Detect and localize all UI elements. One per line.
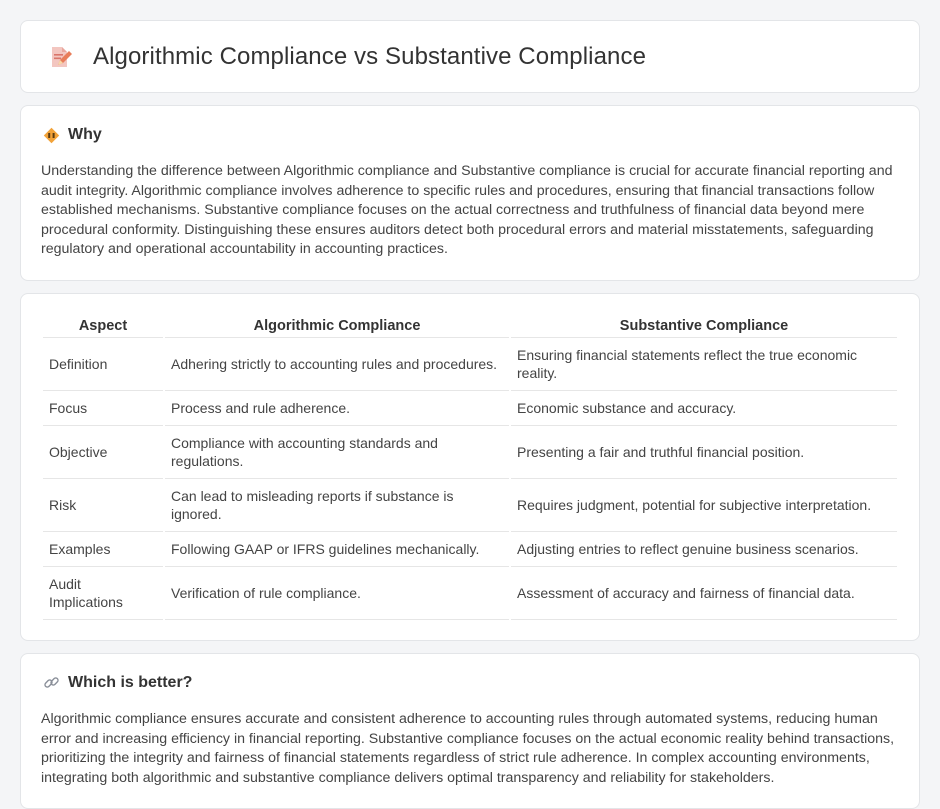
substantive-cell: Presenting a fair and truthful financial position. bbox=[511, 426, 897, 479]
header-aspect: Aspect bbox=[43, 314, 163, 338]
diamond-warning-icon bbox=[43, 127, 60, 144]
header-card bbox=[20, 20, 920, 93]
substantive-cell: Requires judgment, potential for subjective interpretation. bbox=[511, 479, 897, 532]
substantive-cell: Ensuring financial statements reflect the true economic reality. bbox=[511, 338, 897, 391]
aspect-cell: Examples bbox=[43, 532, 163, 567]
document-pencil-icon bbox=[47, 44, 73, 70]
algorithmic-cell: Adhering strictly to accounting rules and procedures. bbox=[165, 338, 509, 391]
why-text: Understanding the difference between Algorithmic compliance and Substantive compliance is crucial for accurate financial reporting and audit integrity. Algorithmic compliance involves adherence to specific rules and procedures, ensuring that financial transactions follow established mechanisms. Substantive compliance focuses on the actual correctness and truthfulness of financial data beyond mere procedural conformity. Distinguishing these ensures auditors detect both procedural errors and material misstatements, safeguarding regulatory and operational accountability in accounting practices. bbox=[41, 163, 893, 258]
algorithmic-cell: Can lead to misleading reports if substance is ignored. bbox=[165, 479, 509, 532]
table-header-row bbox=[43, 314, 897, 338]
aspect-cell: Objective bbox=[43, 426, 163, 479]
algorithmic-cell: Process and rule adherence. bbox=[165, 391, 509, 426]
substantive-cell: Assessment of accuracy and fairness of financial data. bbox=[511, 567, 897, 620]
which-better-section bbox=[20, 653, 920, 809]
aspect-cell: Audit Implications bbox=[43, 567, 163, 620]
table-row bbox=[43, 338, 897, 391]
why-section bbox=[20, 105, 920, 281]
table-row bbox=[43, 479, 897, 532]
algorithmic-cell: Verification of rule compliance. bbox=[165, 567, 509, 620]
comparison-table-card bbox=[20, 293, 920, 641]
substantive-cell: Economic substance and accuracy. bbox=[511, 391, 897, 426]
algorithmic-cell: Compliance with accounting standards and regulations. bbox=[165, 426, 509, 479]
substantive-cell: Adjusting entries to reflect genuine business scenarios. bbox=[511, 532, 897, 567]
link-icon bbox=[43, 674, 60, 691]
table-row bbox=[43, 391, 897, 426]
header-algorithmic: Algorithmic Compliance bbox=[165, 314, 509, 338]
page-title: Algorithmic Compliance vs Substantive Compliance bbox=[93, 42, 647, 70]
aspect-cell: Definition bbox=[43, 338, 163, 391]
header-substantive: Substantive Compliance bbox=[511, 314, 897, 338]
algorithmic-cell: Following GAAP or IFRS guidelines mechanically. bbox=[165, 532, 509, 567]
table-row bbox=[43, 567, 897, 620]
table-row bbox=[43, 426, 897, 479]
comparison-table bbox=[41, 314, 899, 620]
why-title: Why bbox=[68, 126, 102, 143]
table-row bbox=[43, 532, 897, 567]
aspect-cell: Risk bbox=[43, 479, 163, 532]
aspect-cell: Focus bbox=[43, 391, 163, 426]
which-better-title: Which is better? bbox=[68, 673, 193, 691]
which-better-text: Algorithmic compliance ensures accurate and consistent adherence to accounting rules through automated systems, reducing human error and increasing efficiency in financial reporting. Substantive compliance focuses on the actual economic reality behind transactions, prioritizing the integrity and fairness of financial statements regardless of strict rule adherence. In complex accounting environments, integrating both algorithmic and substantive compliance delivers optimal transparency and reliability for stakeholders. bbox=[41, 710, 895, 786]
